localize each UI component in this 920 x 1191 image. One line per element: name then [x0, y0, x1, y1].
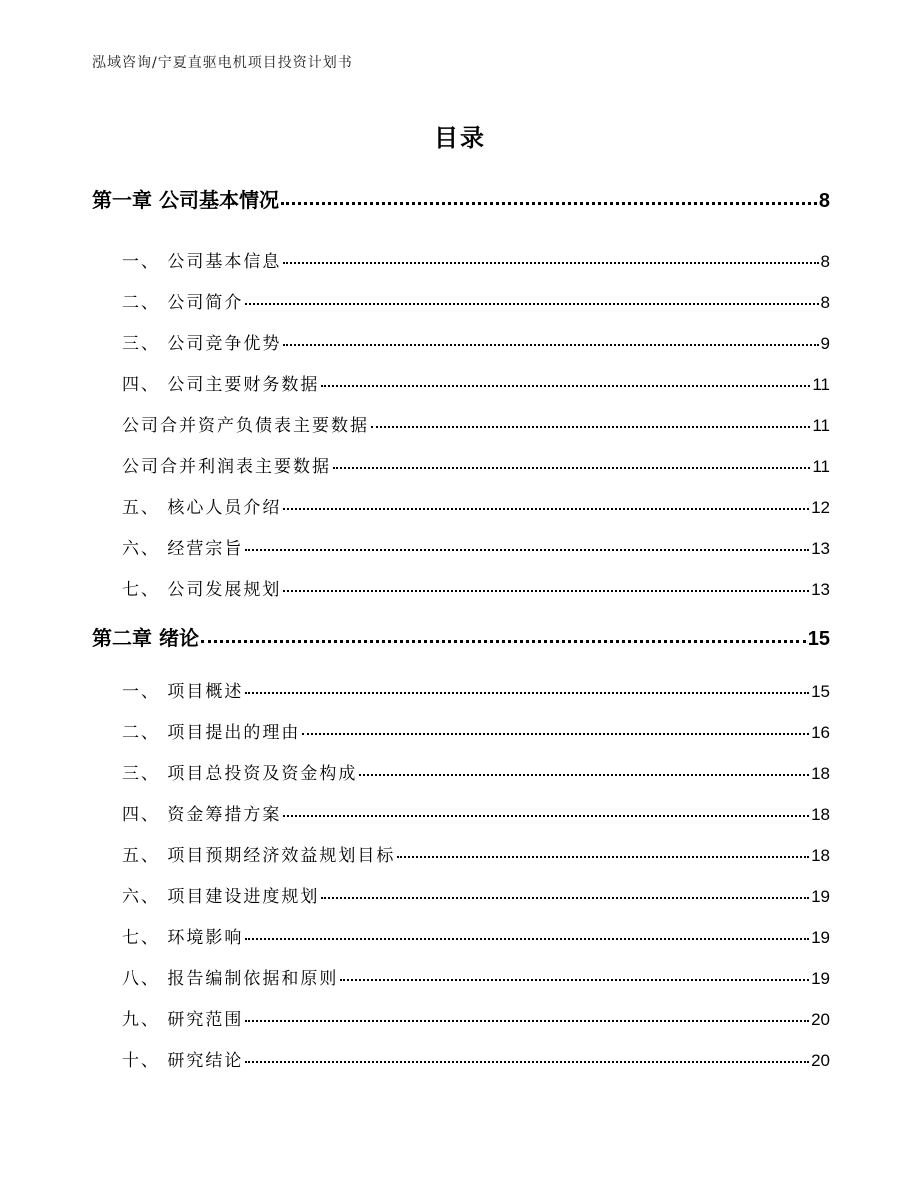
toc-entry-page: 18 [811, 764, 830, 783]
toc-entry-page: 16 [811, 723, 830, 742]
dot-leader [245, 692, 809, 694]
toc-entry-page: 9 [820, 334, 830, 353]
dot-leader [283, 262, 818, 264]
dot-leader [283, 344, 818, 346]
toc-entry-page: 8 [818, 190, 830, 212]
toc-entry[interactable] [122, 370, 830, 395]
toc-entry-label: 八、 报告编制依据和原则 [122, 969, 339, 989]
toc-entry-label: 五、 项目预期经济效益规划目标 [122, 846, 396, 866]
toc-entry[interactable] [122, 718, 830, 743]
toc-entry[interactable] [122, 534, 830, 559]
dot-leader [281, 202, 817, 205]
dot-leader [245, 1020, 809, 1022]
dot-leader [245, 938, 809, 940]
toc-entry-page: 19 [811, 969, 830, 988]
toc-entry-page: 20 [811, 1010, 830, 1029]
toc-entry-label: 第二章 绪论 [92, 626, 199, 650]
toc-entry-label: 二、 公司简介 [122, 293, 244, 313]
toc-entry-page: 19 [811, 928, 830, 947]
dot-leader [321, 385, 810, 387]
toc-entry-page: 15 [807, 628, 830, 650]
toc-entry-page: 13 [811, 580, 830, 599]
toc-entry-label: 公司合并资产负债表主要数据 [122, 416, 369, 436]
toc-entry[interactable] [122, 493, 830, 518]
dot-leader [371, 426, 810, 428]
toc-entry-page: 18 [811, 846, 830, 865]
dot-leader [245, 1061, 809, 1063]
toc-entry[interactable] [122, 1046, 830, 1071]
toc-entry[interactable] [122, 677, 830, 702]
toc-entry-label: 二、 项目提出的理由 [122, 723, 301, 743]
toc-entry[interactable] [122, 759, 830, 784]
dot-leader [283, 815, 809, 817]
toc-entry-page: 19 [811, 887, 830, 906]
toc-entry-label: 一、 公司基本信息 [122, 252, 282, 272]
dot-leader [283, 508, 809, 510]
dot-leader [245, 549, 809, 551]
dot-leader [283, 590, 809, 592]
toc-entry-page: 18 [811, 805, 830, 824]
toc-entry[interactable] [122, 329, 830, 354]
toc-entry-page: 15 [811, 682, 830, 701]
toc-entry-label: 七、 公司发展规划 [122, 580, 282, 600]
toc-entry-page: 20 [811, 1051, 830, 1070]
toc-entry[interactable] [122, 411, 830, 436]
toc-entry-page: 11 [812, 457, 830, 476]
dot-leader [302, 733, 809, 735]
toc-entry-label: 四、 资金筹措方案 [122, 805, 282, 825]
toc-entry[interactable] [122, 964, 830, 989]
toc-entry[interactable] [122, 247, 830, 272]
toc-entry-label: 三、 公司竞争优势 [122, 334, 282, 354]
toc-entry-page: 13 [811, 539, 830, 558]
toc-entry-label: 九、 研究范围 [122, 1010, 244, 1030]
toc-entry[interactable] [122, 1005, 830, 1030]
toc-entry-label: 十、 研究结论 [122, 1051, 244, 1071]
toc-entry-page: 11 [812, 416, 830, 435]
toc-entry-page: 11 [812, 375, 830, 394]
toc-entry[interactable] [122, 288, 830, 313]
toc-entry-label: 五、 核心人员介绍 [122, 498, 282, 518]
toc-entry-label: 六、 经营宗旨 [122, 539, 244, 559]
toc-entry[interactable] [122, 452, 830, 477]
toc-entry-label: 一、 项目概述 [122, 682, 244, 702]
dot-leader [340, 979, 809, 981]
page-title: 目录 [434, 124, 486, 152]
toc-entry-page: 8 [820, 293, 830, 312]
dot-leader [359, 774, 809, 776]
toc-entry-page: 12 [811, 498, 830, 517]
toc-entry-label: 四、 公司主要财务数据 [122, 375, 320, 395]
toc-entry-label: 六、 项目建设进度规划 [122, 887, 320, 907]
toc-entry[interactable] [92, 184, 830, 213]
toc-entry-label: 三、 项目总投资及资金构成 [122, 764, 358, 784]
running-header: 泓域咨询/宁夏直驱电机项目投资计划书 [92, 55, 353, 71]
dot-leader [201, 640, 806, 643]
toc-entry-page: 8 [820, 252, 830, 271]
toc-entry-label: 公司合并利润表主要数据 [122, 457, 331, 477]
dot-leader [321, 897, 809, 899]
toc-entry[interactable] [92, 622, 830, 651]
toc-entry[interactable] [122, 575, 830, 600]
dot-leader [245, 303, 818, 305]
toc-entry-label: 第一章 公司基本情况 [92, 188, 279, 212]
toc-entry[interactable] [122, 800, 830, 825]
toc-entry[interactable] [122, 841, 830, 866]
toc-entry[interactable] [122, 923, 830, 948]
dot-leader [333, 467, 810, 469]
toc-entry[interactable] [122, 882, 830, 907]
dot-leader [397, 856, 809, 858]
toc-entry-label: 七、 环境影响 [122, 928, 244, 948]
